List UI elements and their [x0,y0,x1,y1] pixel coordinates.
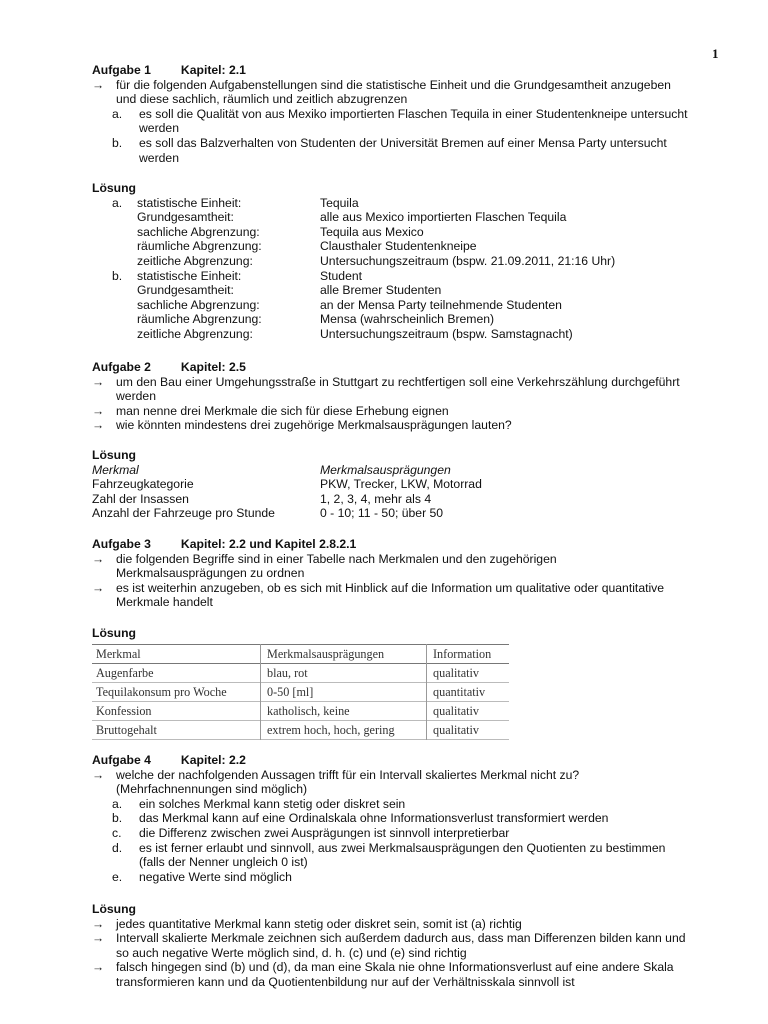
aufgabe-2-bullet-3: → wie könnten mindestens drei zugehörige Merkmalsausprägungen lauten? [92,418,512,433]
cell-merkmal: Tequilakonsum pro Woche [92,683,261,702]
row-letter: b. [112,268,123,283]
table-row [92,664,509,683]
aufgabe-4-item [92,797,712,812]
loesung-1-row [92,239,712,254]
cell-information: quantitativ [433,684,486,699]
loesung-3-table [92,644,509,740]
cell-auspraegungen: 0-50 [ml] [261,683,427,702]
loesung-1-row [92,254,712,269]
item-letter: b. [112,811,123,826]
row-letter: a. [112,195,123,210]
arrow-icon: → [92,374,105,389]
item-text: es ist ferner erlaubt und sinnvoll, aus zwei Merkmalsausprägungen den Quotienten zu bestimmen [139,840,666,855]
item-text: negative Werte sind möglich [139,869,292,884]
row-label: statistische Einheit: [137,268,242,283]
row-merkmal: Anzahl der Fahrzeuge pro Stunde [92,506,275,521]
loesung-2-row [92,506,712,521]
aufgabe-4-kapitel: Kapitel: 2.2 [180,753,246,767]
row-label: Grundgesamtheit: [137,210,234,225]
loesung-3 [92,626,712,641]
aufgabe-2-kapitel: Kapitel: 2.5 [180,360,246,374]
item-text: die Differenz zwischen zwei Ausprägungen ist sinnvoll interpretierbar [139,825,510,840]
loesung-1-rows [92,196,712,342]
aufgabe-4-bullet: → welche der nachfolgenden Aussagen trifft für ein Intervall skaliertes Merkmal nicht zu? [92,767,580,782]
aufgabe-1-title: Aufgabe 1 [92,63,151,77]
arrow-icon: → [92,403,105,418]
table-header-row [92,645,509,664]
aufgabe-4-item [92,841,712,856]
aufgabe-3-bullet-1: → die folgenden Begriffe sind in einer Tabelle nach Merkmalen und den zugehörigen [92,551,557,566]
loesung-2-col-merkmal: Merkmal [92,462,139,477]
item-letter: d. [112,840,123,855]
loesung-1-row [92,312,712,327]
item-letter: c. [112,825,122,840]
row-merkmal: Fahrzeugkategorie [92,477,194,492]
loesung-2-row [92,477,712,492]
arrow-icon: → [92,551,105,566]
aufgabe-3-title: Aufgabe 3 [92,537,151,551]
aufgabe-4-item [92,870,712,885]
loesung-1-row [92,283,712,298]
aufgabe-2-title: Aufgabe 2 [92,360,151,374]
aufgabe-1-bullet-cont: und diese sachlich, räumlich und zeitlich abzugrenzen [116,92,408,107]
item-text: das Merkmal kann auf eine Ordinalskala ohne Informationsverlust transformiert werden [139,811,609,826]
row-merkmal: Zahl der Insassen [92,491,189,506]
table-row [92,683,509,702]
page-number: 1 [712,46,719,61]
arrow-icon: → [92,580,105,595]
row-label: Grundgesamtheit: [137,283,234,298]
aufgabe-1-kapitel: Kapitel: 2.1 [180,63,246,77]
row-label: statistische Einheit: [137,195,242,210]
cell-auspraegungen: blau, rot [261,664,427,683]
loesung-2-header [92,463,712,478]
aufgabe-1-item-b: b. es soll das Balzverhalten von Studenten der Universität Bremen auf einer Mensa Party untersucht [112,135,667,150]
aufgabe-2-bullet-2: → man nenne drei Merkmale die sich für diese Erhebung eignen [92,403,449,418]
aufgabe-1-bullet: → für die folgenden Aufgabenstellungen sind die statistische Einheit und die Grundgesamtheit anzugeben [92,77,671,92]
row-value: Mensa (wahrscheinlich Bremen) [320,312,495,327]
loesung-2-row [92,492,712,507]
row-auspraegung: PKW, Trecker, LKW, Motorrad [320,477,482,492]
cell-information: qualitativ [433,703,480,718]
cell-information: qualitativ [433,722,480,737]
row-value: Untersuchungszeitraum (bspw. Samstagnacht) [320,326,573,341]
loesung-1-row [92,210,712,225]
table-header-information: Information [433,646,492,661]
loesung-1-row [92,327,712,342]
cell-auspraegungen: extrem hoch, hoch, gering [261,721,427,740]
loesung-4-bullet-2: → Intervall skalierte Merkmale zeichnen sich außerdem dadurch aus, dass man Differenzen bilden kann und [92,931,686,946]
cell-auspraegungen: katholisch, keine [261,702,427,721]
aufgabe-2-bullet-1: → um den Bau einer Umgehungsstraße in Stuttgart zu rechtfertigen soll eine Verkehrszählung durchgeführt [92,374,680,389]
loesung-1-row [92,196,712,211]
aufgabe-4-heading [92,753,712,768]
loesung-1-row [92,225,712,240]
loesung-2 [92,448,712,521]
table-header-merkmal: Merkmal [92,645,261,664]
aufgabe-1-heading [92,63,712,78]
row-label: räumliche Abgrenzung: [137,239,262,254]
row-value: alle aus Mexico importierten Flaschen Tequila [320,210,567,225]
aufgabe-4-title: Aufgabe 4 [92,753,151,767]
table-row [92,721,509,740]
loesung-1-row [92,298,712,313]
row-label: räumliche Abgrenzung: [137,312,262,327]
loesung-4-bullet-1: → jedes quantitative Merkmal kann stetig oder diskret sein, somit ist (a) richtig [92,916,522,931]
table-row [92,702,509,721]
arrow-icon: → [92,960,105,975]
row-value: alle Bremer Studenten [320,283,442,298]
row-label: zeitliche Abgrenzung: [137,326,253,341]
row-value: Tequila [320,195,359,210]
arrow-icon: → [92,916,105,931]
row-label: zeitliche Abgrenzung: [137,253,253,268]
row-label: sachliche Abgrenzung: [137,224,260,239]
cell-information: qualitativ [433,665,480,680]
aufgabe-3: Aufgabe 3 Kapitel: 2.2 und Kapitel 2.8.2.1 → die folgenden Begriffe sind in einer Tabelle nach Merkmalen und den zugehörigen Merkmalsausprägungen zu ordnen → es ist weiterhin anzugeben, ob es sich mit Hinblick auf die Information um qualitative oder quantitative Merkmale handelt [92,537,712,610]
aufgabe-2: Aufgabe 2 Kapitel: 2.5 → um den Bau einer Umgehungsstraße in Stuttgart zu rechtfertigen soll eine Verkehrszählung durchgeführt werden → man nenne drei Merkmale die sich für diese Erhebung eignen → wie könnten mindestens drei zugehörige Merkmalsausprägungen lauten? [92,360,712,433]
aufgabe-4-item [92,811,712,826]
cell-merkmal: Augenfarbe [92,664,261,683]
loesung-1 [92,181,712,342]
loesung-2-rows [92,477,712,521]
aufgabe-1-item-a: a. es soll die Qualität von aus Mexiko importierten Flaschen Tequila in einer Studentenkneipe untersucht [112,106,688,121]
cell-merkmal: Konfession [92,702,261,721]
item-letter: e. [112,869,123,884]
arrow-icon: → [92,767,105,782]
item-text-cont: (falls der Nenner ungleich 0 ist) [139,855,308,870]
aufgabe-4-item [92,826,712,841]
aufgabe-4-items [92,797,712,885]
aufgabe-4: Aufgabe 4 Kapitel: 2.2 → welche der nachfolgenden Aussagen trifft für ein Intervall skaliertes Merkmal nicht zu? (Mehrfachnennungen sind möglich) a. ein solches Merkmal kann stetig oder diskret sein b. das Merkmal kann auf eine Ordinalskala ohne Informationsverlust transformiert werden c. die Differenz zwischen zwei Ausprägungen ist sinnvoll interpretierbar d. es ist ferner erlaubt und sinnvoll, aus zwei Merkmalsausprägungen den Quotienten zu bestimmen (falls der Nenner ungleich 0 ist) e. negative Werte sind möglich [92,753,712,884]
loesung-2-col-auspraegung: Merkmalsausprägungen [320,462,451,477]
loesung-4-heading: Lösung [92,902,137,916]
aufgabe-1: Aufgabe 1 Kapitel: 2.1 → für die folgenden Aufgabenstellungen sind die statistische Einheit und die Grundgesamtheit anzugeben und diese sachlich, räumlich und zeitlich abzugrenzen a. es soll die Qualität von aus Mexiko importierten Flaschen Tequila in einer Studentenkneipe untersucht werden b. es soll das Balzverhalten von Studenten der Universität Bremen auf einer Mensa Party untersucht werden [92,63,712,165]
row-value: Untersuchungszeitraum (bspw. 21.09.2011, 21:16 Uhr) [320,253,616,268]
loesung-3-heading: Lösung [92,626,137,640]
arrow-icon: → [92,418,105,433]
row-value: Student [320,268,363,283]
aufgabe-3-kapitel: Kapitel: 2.2 und Kapitel 2.8.2.1 [180,537,357,551]
row-label: sachliche Abgrenzung: [137,297,260,312]
cell-merkmal: Bruttogehalt [92,721,261,740]
row-value: Tequila aus Mexico [320,224,424,239]
arrow-icon: → [92,931,105,946]
loesung-4-bullet-3: → falsch hingegen sind (b) und (d), da man eine Skala nie ohne Informationsverlust auf eine andere Skala [92,960,674,975]
row-value: an der Mensa Party teilnehmende Studenten [320,297,562,312]
table-header-auspraegungen: Merkmalsausprägungen [261,645,427,664]
item-text: ein solches Merkmal kann stetig oder diskret sein [139,796,406,811]
row-value: Clausthaler Studentenkneipe [320,239,477,254]
item-letter: a. [112,796,123,811]
loesung-1-row [92,269,712,284]
arrow-icon: → [92,77,105,92]
aufgabe-3-heading [92,537,712,552]
aufgabe-2-heading [92,360,712,375]
row-auspraegung: 0 - 10; 11 - 50; über 50 [320,506,444,521]
aufgabe-3-bullet-2: → es ist weiterhin anzugeben, ob es sich mit Hinblick auf die Information um qualitative oder quantitative [92,580,665,595]
loesung-1-heading: Lösung [92,181,137,195]
loesung-4: Lösung → jedes quantitative Merkmal kann stetig oder diskret sein, somit ist (a) richtig → Intervall skalierte Merkmale zeichnen sich außerdem dadurch aus, dass man Differenzen bilden kann und so auch negative Werte möglich sind, d. h. (c) und (e) sind richtig → falsch hingegen sind (b) und (d), da man eine Skala nie ohne Informationsverlust auf eine andere Skala transformieren kann und da Quotientenbildung nur auf der Verhältnisskala sinnvoll ist [92,902,712,990]
aufgabe-4-item-cont [92,855,712,870]
row-auspraegung: 1, 2, 3, 4, mehr als 4 [320,491,432,506]
loesung-2-heading: Lösung [92,448,137,462]
